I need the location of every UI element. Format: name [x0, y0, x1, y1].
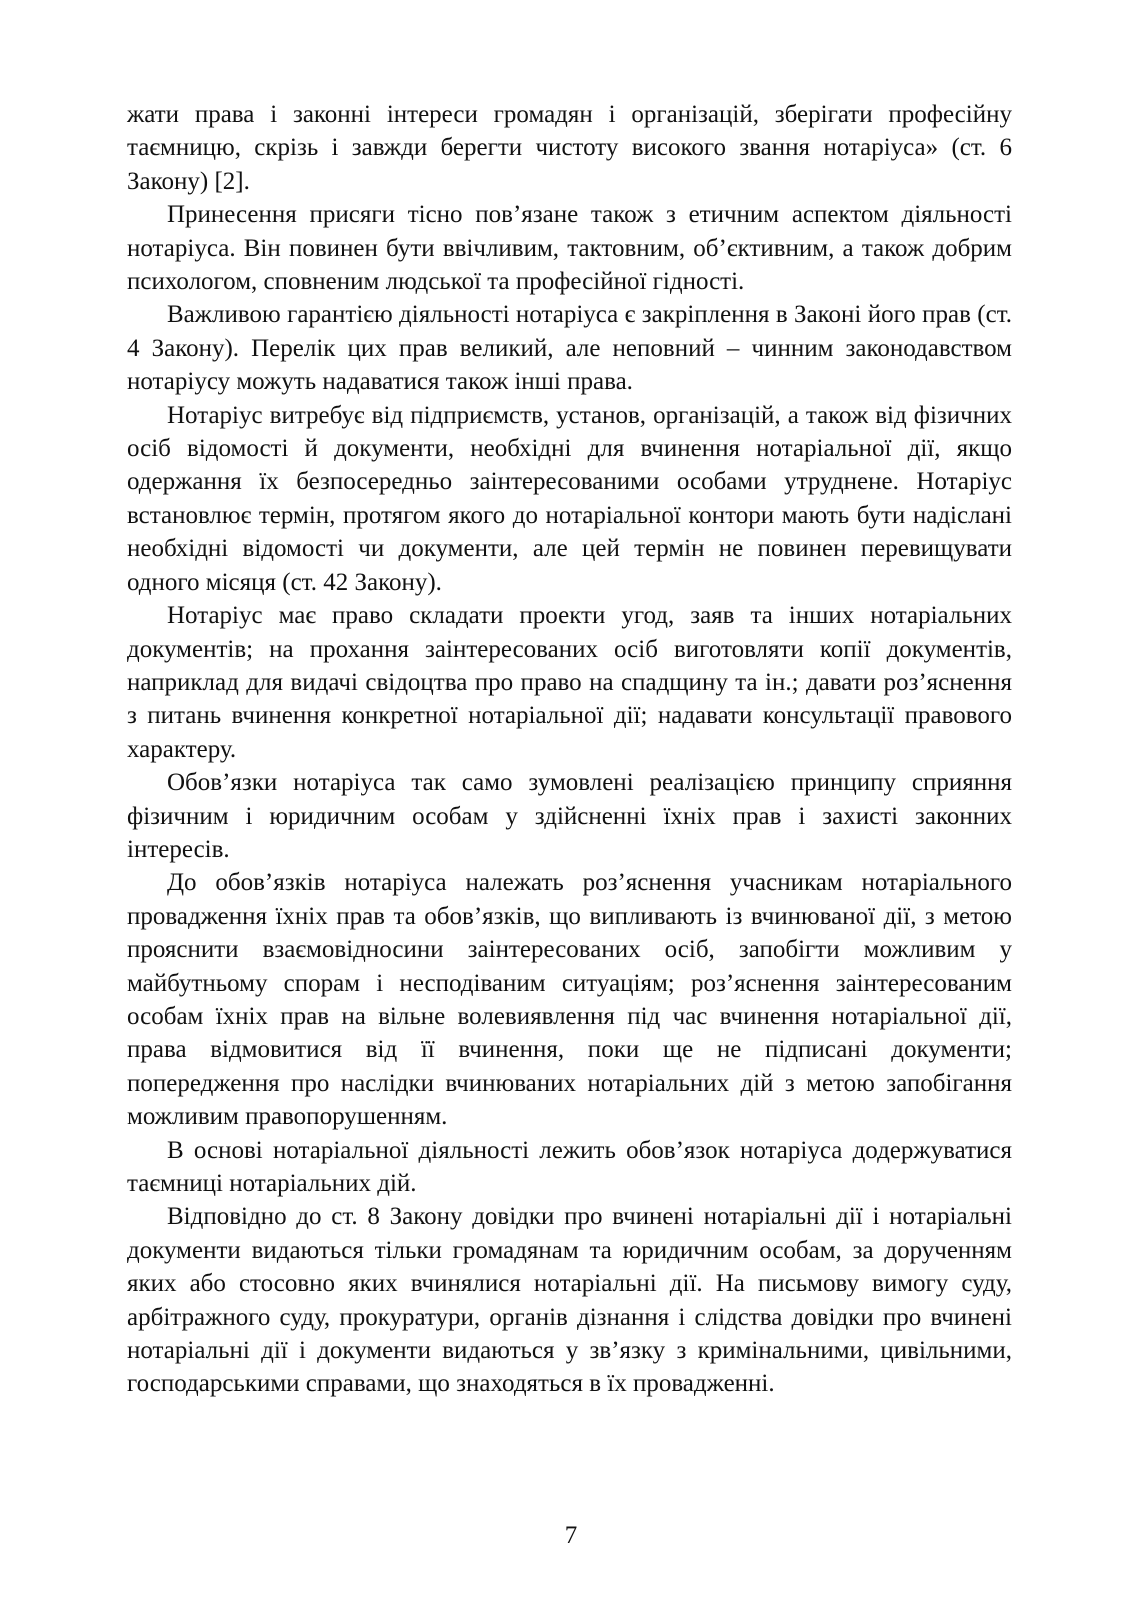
- paragraph-certificates: Відповідно до ст. 8 Закону довідки про вчинені нотаріальні дії і нотаріальні документи видаються тільки громадянам та юридичним особам, за дорученням яких або стосовно яких вчинялися нотаріальні дії. На письмову вимогу суду, арбітражного суду, прокуратури, органів дізнання і слідства довідки про вчинені нотаріальні дії і документи видаються у зв’язку з кримінальними, цивільними, господарськими справами, що знаходяться в їх провадженні.: [127, 1203, 1012, 1398]
- paragraph-duties-explanation: До обов’язків нотаріуса належать роз’яснення учасникам нотаріального провадження їхніх прав та обов’язків, що випливають із вчинюваної дії, з метою прояснити взаємовідносини заінтересованих осіб, запобігти можливим у майбутньому спорам і несподіваним ситуаціям; роз’яснення заінтересованим особам їхніх прав на вільне волевиявлення під час вчинення нотаріальної дії, права відмовитися від її вчинення, поки ще не підписані документи; попередження про наслідки вчинюваних нотаріальних дій з метою запобігання можливим правопорушенням.: [127, 869, 1012, 1131]
- paragraph-notary-rights: Важливою гарантією діяльності нотаріуса є закріплення в Законі його прав (ст. 4 Закону). Перелік цих прав великий, але неповний – чинним законодавством нотаріусу можуть надаватися також інші права.: [127, 301, 1012, 396]
- paragraph-secrecy: В основі нотаріальної діяльності лежить обов’язок нотаріуса додержуватися таємниці нотаріальних дій.: [127, 1136, 1012, 1197]
- page-number: 7: [564, 1522, 578, 1549]
- body-text: [127, 98, 1012, 1401]
- paragraph-duties-intro: Обов’язки нотаріуса так само зумовлені реалізацією принципу сприяння фізичним і юридичним особам у здійсненні їхніх прав і захисті законних інтересів.: [127, 769, 1012, 863]
- paragraph-drafting-rights: Нотаріус має право складати проекти угод, заяв та інших нотаріальних документів; на прохання заінтересованих осіб виготовляти копії документів, наприклад для видачі свідоцтва про право на спадщину та ін.; давати роз’яснення з питань вчинення конкретної нотаріальної дії; надавати консультації правового характеру.: [127, 602, 1012, 763]
- paragraph-continuation: жати права і законні інтереси громадян і організацій, зберігати професійну таємницю, скрізь і завжди берегти чистоту високого звання нотаріуса» (ст. 6 Закону) [2].: [127, 101, 1012, 195]
- paragraph-oath-ethics: Принесення присяги тісно пов’язане також з етичним аспектом діяльності нотаріуса. Він повинен бути ввічливим, тактовним, об’єктивним, а також добрим психологом, сповненим людської та професійної гідності.: [127, 201, 1012, 296]
- paragraph-document-requests: Нотаріус витребує від підприємств, установ, організацій, а також від фізичних осіб відомості й документи, необхідні для вчинення нотаріальної дії, якщо одержання їх безпосередньо заінтересованими особами утруднене. Нотаріус встановлює термін, протягом якого до нотаріальної контори мають бути надіслані необхідні відомості чи документи, але цей термін не повинен перевищувати одного місяця (ст. 42 Закону).: [127, 401, 1012, 596]
